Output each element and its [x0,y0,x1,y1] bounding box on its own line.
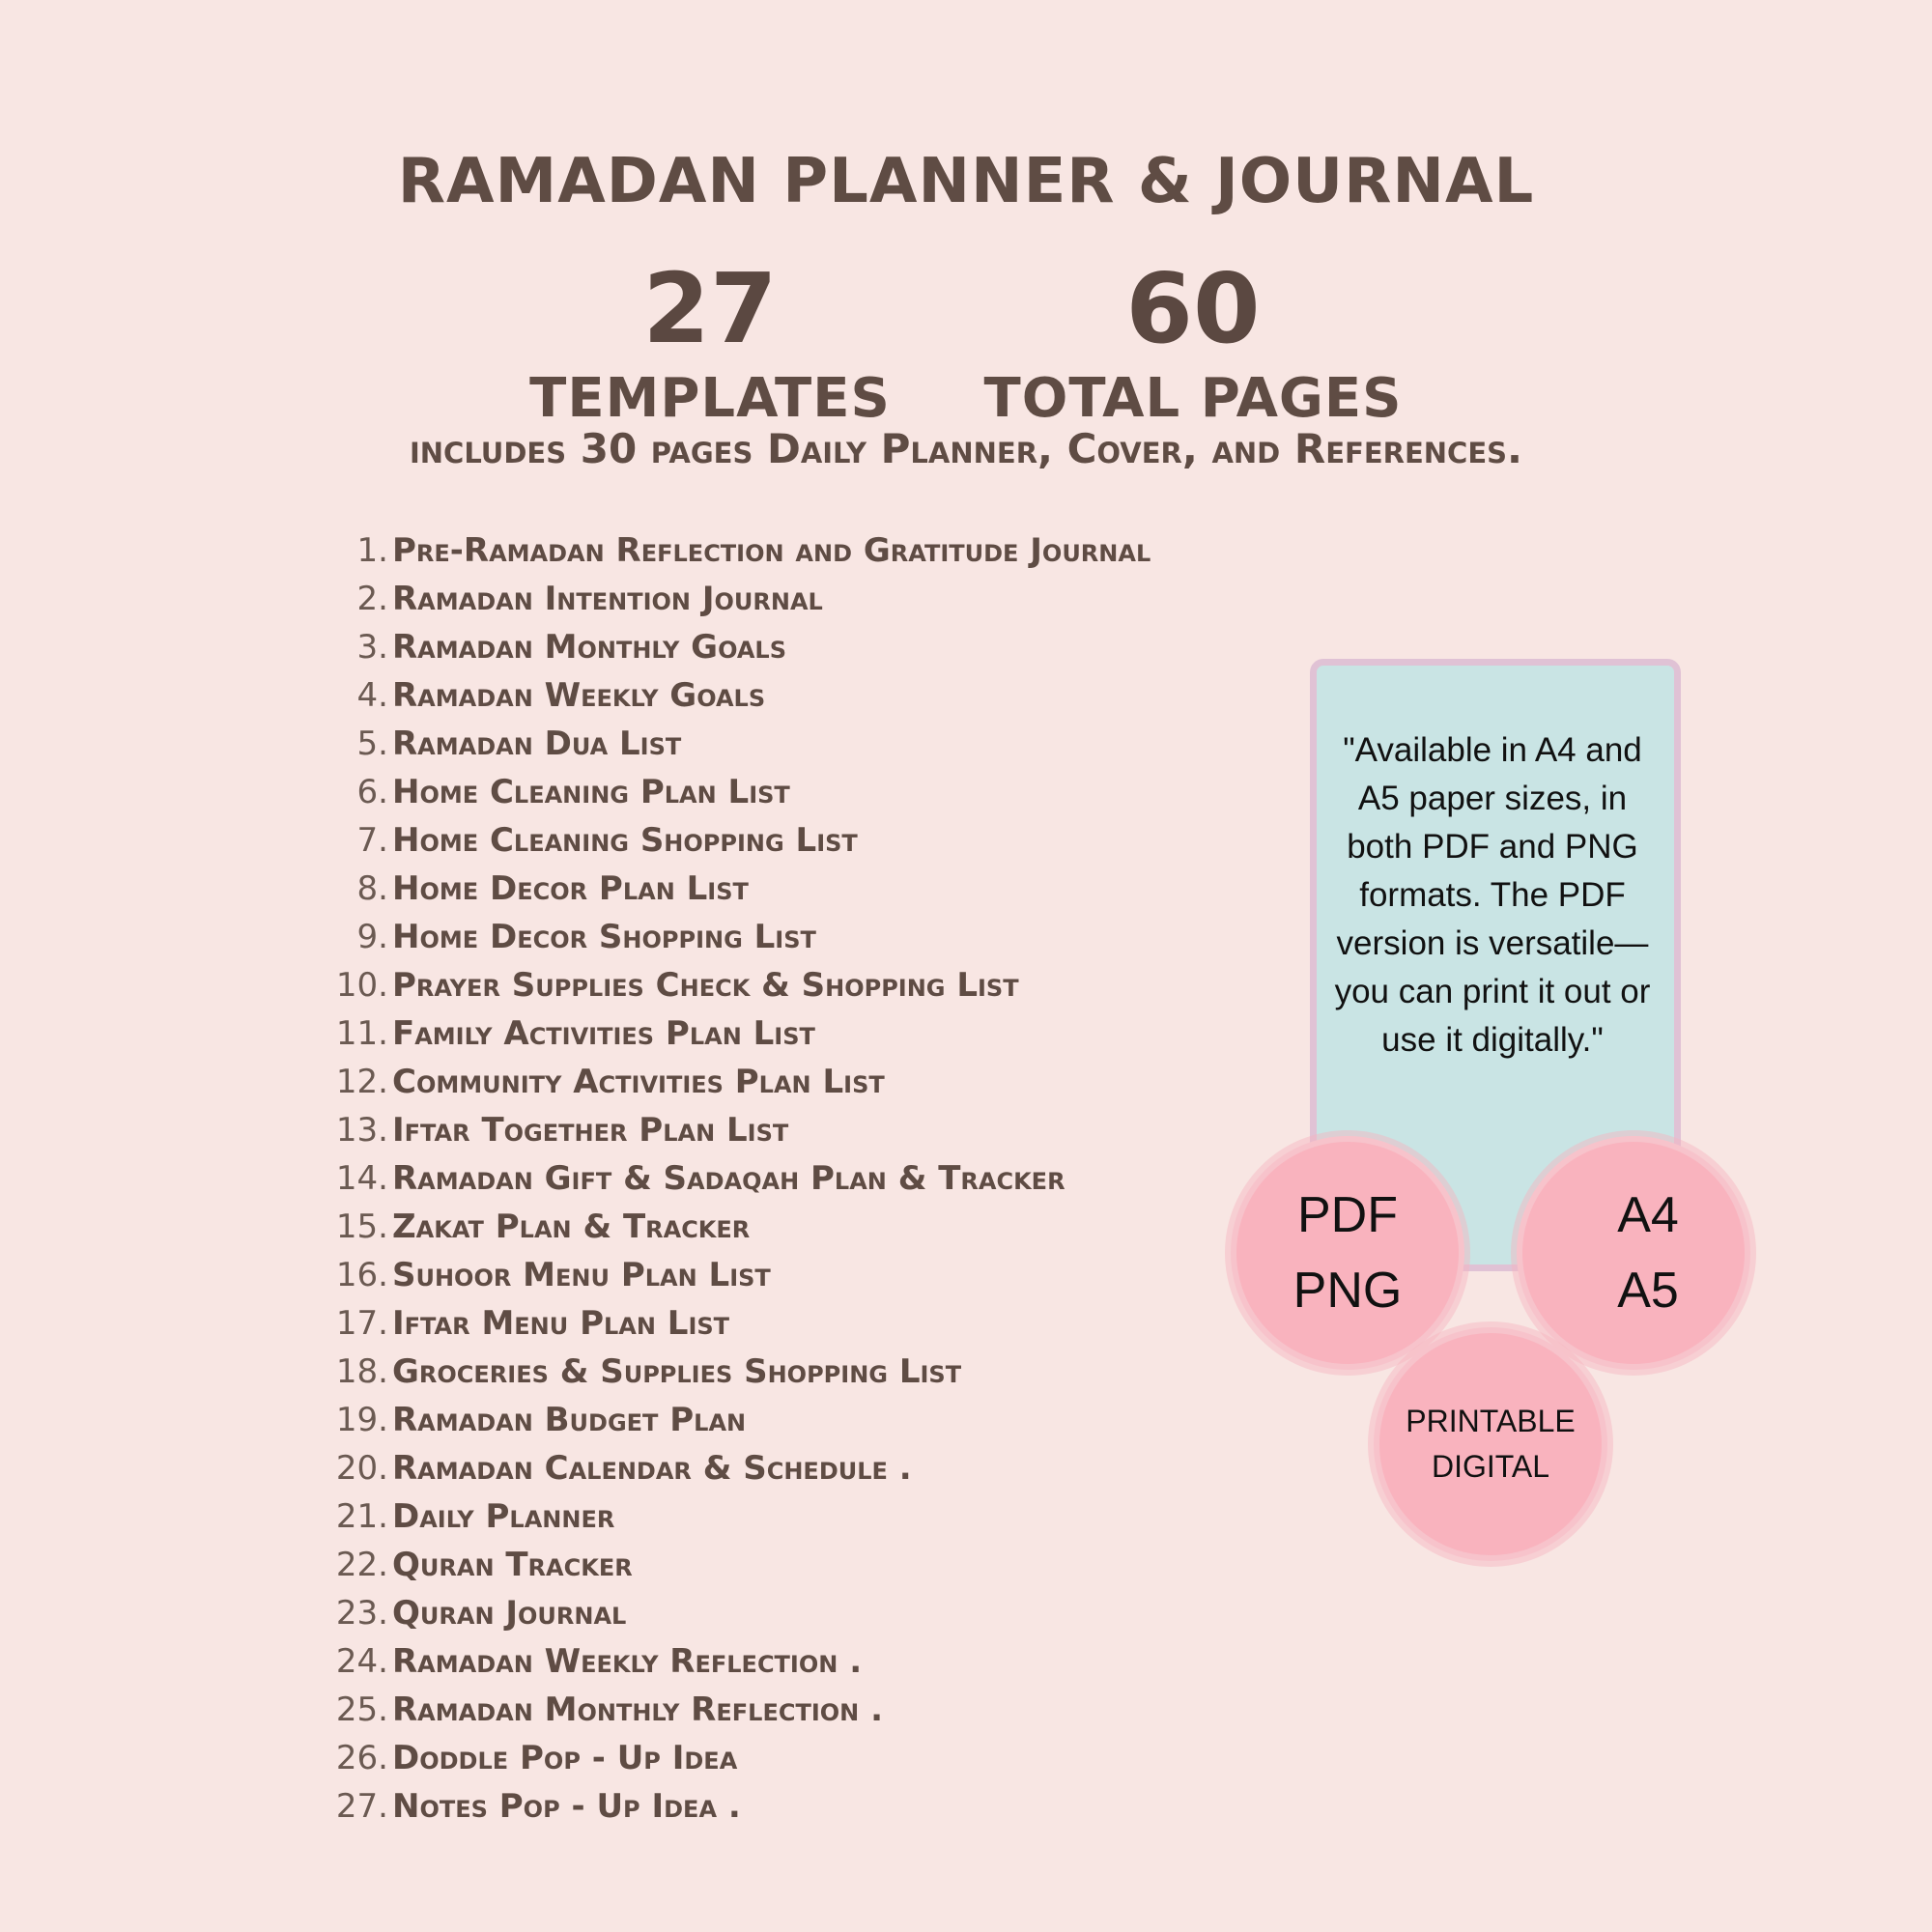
templates-label: TEMPLATES [529,367,891,430]
list-item [319,623,1151,671]
list-item [319,816,1151,865]
list-item [319,1154,1151,1203]
list-item-number: 5. [356,724,388,763]
pages-stat [976,252,1410,430]
list-item-number: 14. [335,1159,388,1198]
list-item-text: Daily Planner [392,1497,615,1536]
size-badge-a5: A5 [1617,1263,1679,1319]
list-item-text: Ramadan Gift & Sadaqah Plan & Tracker [392,1159,1065,1198]
list-item [319,1686,1151,1734]
size-badge-a4: A4 [1617,1187,1679,1243]
list-item-number: 8. [356,869,388,908]
list-item [319,1009,1151,1058]
list-item-text: Ramadan Monthly Goals [392,628,786,667]
list-item [319,768,1151,816]
list-item [319,1782,1151,1831]
list-item-number: 17. [335,1304,388,1343]
list-item [319,1106,1151,1154]
list-item-text: Pre-Ramadan Reflection and Gratitude Journal [392,531,1151,570]
list-item-number: 1. [356,531,388,570]
list-item [319,1637,1151,1686]
format-badge-pdf: PDF [1297,1187,1398,1243]
list-item-text: Ramadan Budget Plan [392,1401,747,1439]
list-item-text: Home Decor Shopping List [392,918,816,956]
list-item-number: 13. [335,1111,388,1150]
list-item-number: 21. [335,1497,388,1536]
list-item-text: Home Decor Plan List [392,869,749,908]
list-item [319,526,1151,575]
list-item-text: Ramadan Weekly Reflection . [392,1642,863,1681]
info-text: "Available in A4 and A5 paper sizes, in both PDF and PNG formats. The PDF version is versatile—you can print it out or use it digitally." [1334,731,1651,1059]
includes-note: includes 30 pages Daily Planner, Cover, and References. [410,425,1522,472]
usage-badge [1379,1333,1602,1555]
list-item-number: 27. [335,1787,388,1826]
list-item-text: Zakat Plan & Tracker [392,1208,751,1246]
list-item [319,1589,1151,1637]
list-item-number: 4. [356,676,388,715]
list-item [319,1492,1151,1541]
list-item-text: Ramadan Intention Journal [392,580,823,618]
list-item [319,1541,1151,1589]
list-item [319,1251,1151,1299]
list-item [319,865,1151,913]
list-item-text: Ramadan Calendar & Schedule . [392,1449,912,1488]
format-badge [1236,1142,1459,1364]
list-item-number: 25. [335,1690,388,1729]
templates-count: 27 [642,252,778,365]
list-item [319,961,1151,1009]
list-item [319,1299,1151,1348]
list-item-text: Doddle Pop - Up Idea [392,1739,738,1777]
list-item-text: Quran Journal [392,1594,627,1633]
template-list [319,526,1151,1831]
list-item-number: 9. [356,918,388,956]
page-title: RAMADAN PLANNER & JOURNAL [397,146,1535,217]
format-badge-png: PNG [1293,1263,1403,1319]
list-item-text: Iftar Together Plan List [392,1111,789,1150]
list-item-number: 24. [335,1642,388,1681]
usage-badge-digital: DIGITAL [1431,1449,1550,1484]
list-item-text: Family Activities Plan List [392,1014,815,1053]
list-item-number: 18. [335,1352,388,1391]
list-item-number: 3. [356,628,388,667]
list-item-text: Ramadan Dua List [392,724,682,763]
list-item-text: Iftar Menu Plan List [392,1304,730,1343]
list-item-text: Prayer Supplies Check & Shopping List [392,966,1019,1005]
list-item-text: Groceries & Supplies Shopping List [392,1352,962,1391]
list-item-number: 2. [356,580,388,618]
list-item-number: 11. [335,1014,388,1053]
list-item-number: 16. [335,1256,388,1294]
list-item-text: Community Activities Plan List [392,1063,885,1101]
list-item [319,1396,1151,1444]
usage-badge-printable: PRINTABLE [1406,1404,1576,1438]
list-item-number: 22. [335,1546,388,1584]
list-item [319,1058,1151,1106]
list-item-number: 23. [335,1594,388,1633]
list-item-number: 7. [356,821,388,860]
list-item [319,1444,1151,1492]
list-item [319,913,1151,961]
size-badge [1522,1142,1745,1364]
list-item [319,1348,1151,1396]
templates-stat [493,252,927,430]
list-item [319,720,1151,768]
list-item-text: Notes Pop - Up Idea . [392,1787,741,1826]
list-item-text: Ramadan Monthly Reflection . [392,1690,883,1729]
list-item-number: 26. [335,1739,388,1777]
list-item-number: 15. [335,1208,388,1246]
pages-label: TOTAL PAGES [983,367,1403,430]
list-item [319,1734,1151,1782]
list-item-text: Suhoor Menu Plan List [392,1256,771,1294]
list-item [319,671,1151,720]
list-item-number: 6. [356,773,388,811]
list-item-text: Home Cleaning Shopping List [392,821,858,860]
list-item [319,575,1151,623]
list-item-number: 10. [335,966,388,1005]
list-item-text: Ramadan Weekly Goals [392,676,766,715]
list-item-number: 20. [335,1449,388,1488]
list-item-text: Quran Tracker [392,1546,633,1584]
list-item-number: 19. [335,1401,388,1439]
pages-count: 60 [1125,252,1261,365]
list-item-number: 12. [335,1063,388,1101]
list-item [319,1203,1151,1251]
list-item-text: Home Cleaning Plan List [392,773,790,811]
